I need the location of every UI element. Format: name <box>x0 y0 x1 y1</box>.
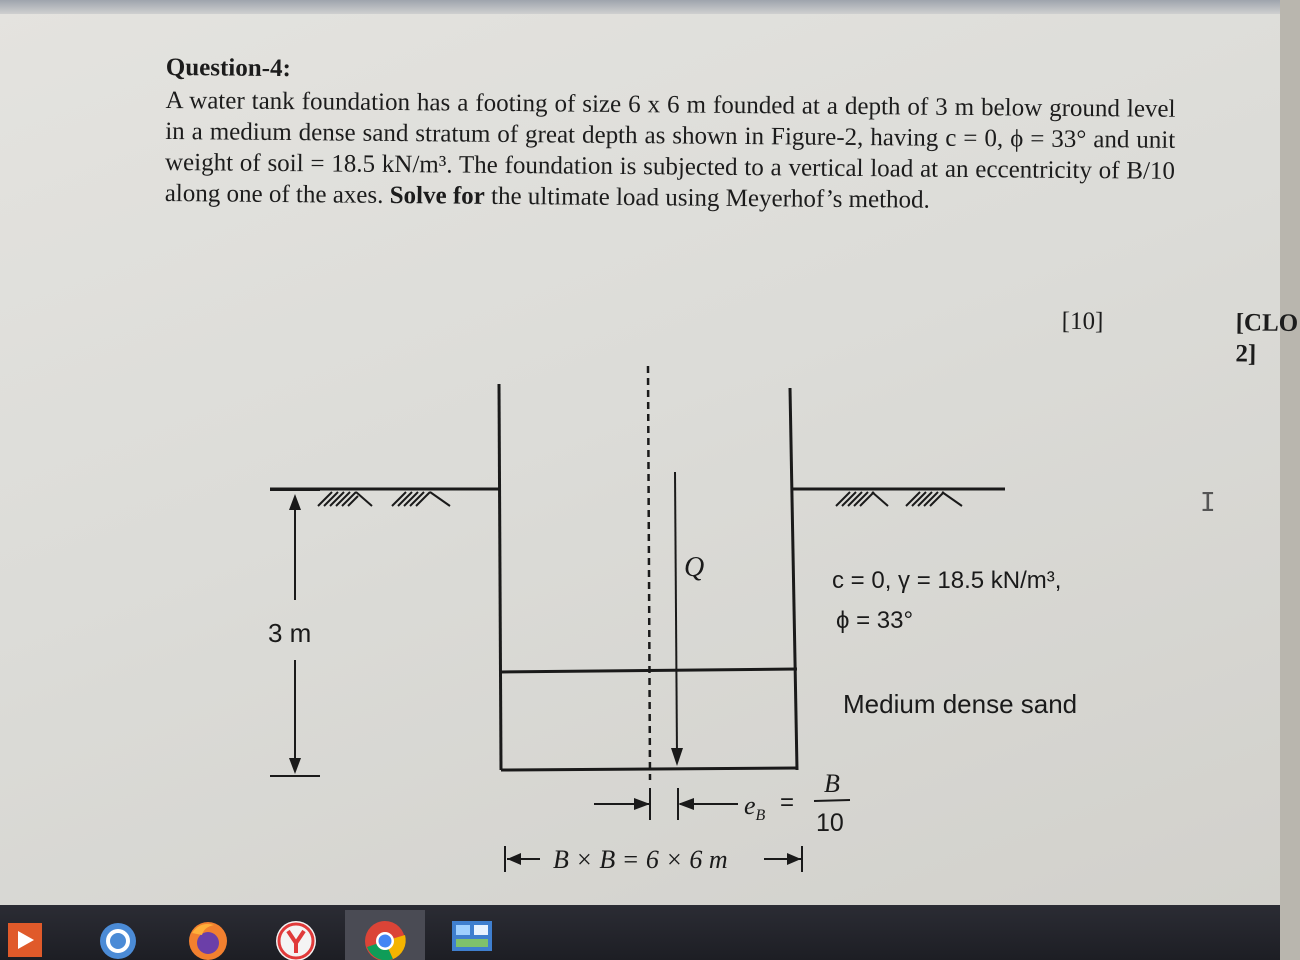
media-player-icon[interactable] <box>4 918 48 960</box>
eccentricity-numerator: B <box>824 769 840 798</box>
eccentricity-dimension <box>594 788 738 820</box>
text-cursor-icon: I <box>1200 488 1216 518</box>
eccentricity-arrow-right <box>634 798 650 810</box>
eccentricity-symbol <box>744 791 766 824</box>
ground-hatch <box>318 492 962 506</box>
soil-properties-line2: ϕ = 33° <box>836 607 914 634</box>
eccentricity-subscript: B <box>755 807 766 824</box>
cortana-icon[interactable] <box>96 918 140 960</box>
eccentricity-arrow-left <box>678 798 694 810</box>
chrome-icon[interactable] <box>363 918 407 960</box>
question-body-bold: Solve for <box>389 181 485 210</box>
eccentricity-denominator: 10 <box>816 809 844 837</box>
clo-label: [CLO 2] <box>1235 309 1299 368</box>
centerline <box>648 366 650 780</box>
question-title: Question-4: <box>165 53 291 83</box>
marks-label: [10] <box>1061 307 1104 336</box>
eccentricity-equals: = <box>780 789 795 816</box>
eccentricity-e: e <box>744 791 756 820</box>
firefox-icon[interactable] <box>186 918 230 960</box>
depth-label: 3 m <box>268 618 312 648</box>
size-arrow-right <box>787 853 801 865</box>
question-body-text-end: the ultimate load using Meyerhof’s method. <box>490 182 930 214</box>
control-panel-icon[interactable] <box>450 918 494 960</box>
tank-wall-left <box>499 384 501 770</box>
eccentricity-fraction-bar <box>814 800 850 801</box>
question-body-text: A water tank foundation has a footing of size 6 x 6 m founded at a depth of 3 m below ground level in a medium dense sand stratum of great depth as shown in Figure-2, having c = 0, ϕ = 33° and unit weight of soil = 18.5 kN/m³. The foundation is subjected to a vertical load at an eccentricity of B/10 along one of the axes. <box>164 86 1176 209</box>
size-arrow-left <box>507 853 521 865</box>
load-arrow-shaft <box>675 472 677 755</box>
soil-properties-line1: c = 0, γ = 18.5 kN/m³, <box>832 567 1062 594</box>
tank-wall-right <box>790 388 797 770</box>
yandex-icon[interactable] <box>274 918 318 960</box>
depth-arrow-down <box>289 758 301 774</box>
load-arrow-head <box>671 748 683 766</box>
footing-size-label: B × B = 6 × 6 m <box>553 845 728 874</box>
depth-arrow-up <box>289 494 301 510</box>
load-label: Q <box>684 552 705 583</box>
soil-type-label: Medium dense sand <box>843 689 1078 719</box>
